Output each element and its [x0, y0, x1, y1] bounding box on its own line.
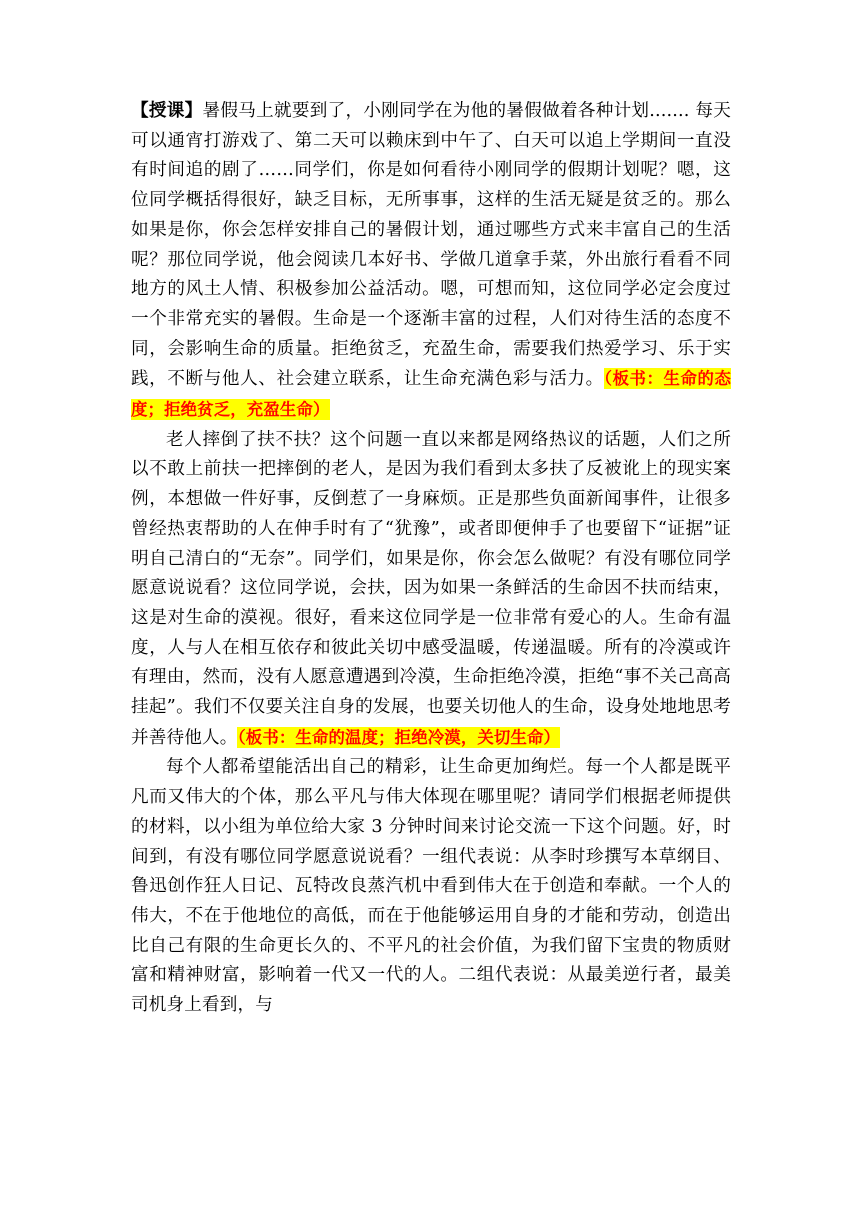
- paragraph-lecture-intro: [131, 96, 731, 426]
- paragraph-text: 老人摔倒了扶不扶？这个问题一直以来都是网络热议的话题，人们之所以不敢上前扶一把摔倒的老人，是因为我们看到太多扶了反被讹上的现实案例，本想做一件好事，反倒惹了一身麻烦。正是那些负面新闻事件，让很多曾经热衷帮助的人在伸手时有了“犹豫”，或者即便伸手了也要留下“证据”证明自己清白的“无奈”。同学们，如果是你，你会怎么做呢？有没有哪位同学愿意说说看？这位同学说，会扶，因为如果一条鲜活的生命因不扶而结束，这是对生命的漠视。很好，看来这位同学是一位非常有爱心的人。生命有温度，人与人在相互依存和彼此关切中感受温暖，传递温暖。所有的冷漠或许有理由，然而，没有人愿意遭遇到冷漠，生命拒绝冷漠，拒绝“事不关己高高挂起”。我们不仅要关注自身的发展，也要关切他人的生命，设身处地地思考并善待他人。: [131, 429, 731, 748]
- blackboard-note-highlight: （板书：生命的态度；拒绝贫乏，充盈生命）: [131, 369, 732, 420]
- paragraph-elderly-help: [131, 426, 731, 754]
- blackboard-note-highlight: （板书：生命的温度；拒绝冷漠，关切生命）: [237, 727, 561, 747]
- paragraph-ordinary-greatness: [131, 753, 731, 1020]
- document-page: [131, 96, 731, 1021]
- lecture-lead-label: 【授课】: [131, 100, 203, 121]
- paragraph-text: 暑假马上就要到了，小刚同学在为他的暑假做着各种计划....... 每天可以通宵打游戏了、第二天可以赖床到中午了、白天可以追上学期间一直没有时间追的剧了……同学们，你是如何看待小刚同学的假期计划呢？嗯，这位同学概括得很好，缺乏目标，无所事事，这样的生活无疑是贫乏的。那么如果是你，你会怎样安排自己的暑假计划，通过哪些方式来丰富自己的生活呢？那位同学说，他会阅读几本好书、学做几道拿手菜，外出旅行看看不同地方的风土人情、积极参加公益活动。嗯，可想而知，这位同学必定会度过一个非常充实的暑假。生命是一个逐渐丰富的过程，人们对待生活的态度不同，会影响生命的质量。拒绝贫乏，充盈生命，需要我们热爱学习、乐于实践，不断与他人、社会建立联系，让生命充满色彩与活力。: [131, 101, 731, 390]
- paragraph-text: 每个人都希望能活出自己的精彩，让生命更加绚烂。每一个人都是既平凡而又伟大的个体，那么平凡与伟大体现在哪里呢？请同学们根据老师提供的材料，以小组为单位给大家 3 分钟时间来讨论交流一下这个问题。好，时间到，有没有哪位同学愿意说说看？一组代表说：从李时珍撰写本草纲目、鲁迅创作狂人日记、瓦特改良蒸汽机中看到伟大在于创造和奉献。一个人的伟大，不在于他地位的高低，而在于他能够运用自身的才能和劳动，创造出比自己有限的生命更长久的、不平凡的社会价值，为我们留下宝贵的物质财富和精神财富，影响着一代又一代的人。二组代表说：从最美逆行者，最美司机身上看到，与: [131, 757, 731, 1016]
